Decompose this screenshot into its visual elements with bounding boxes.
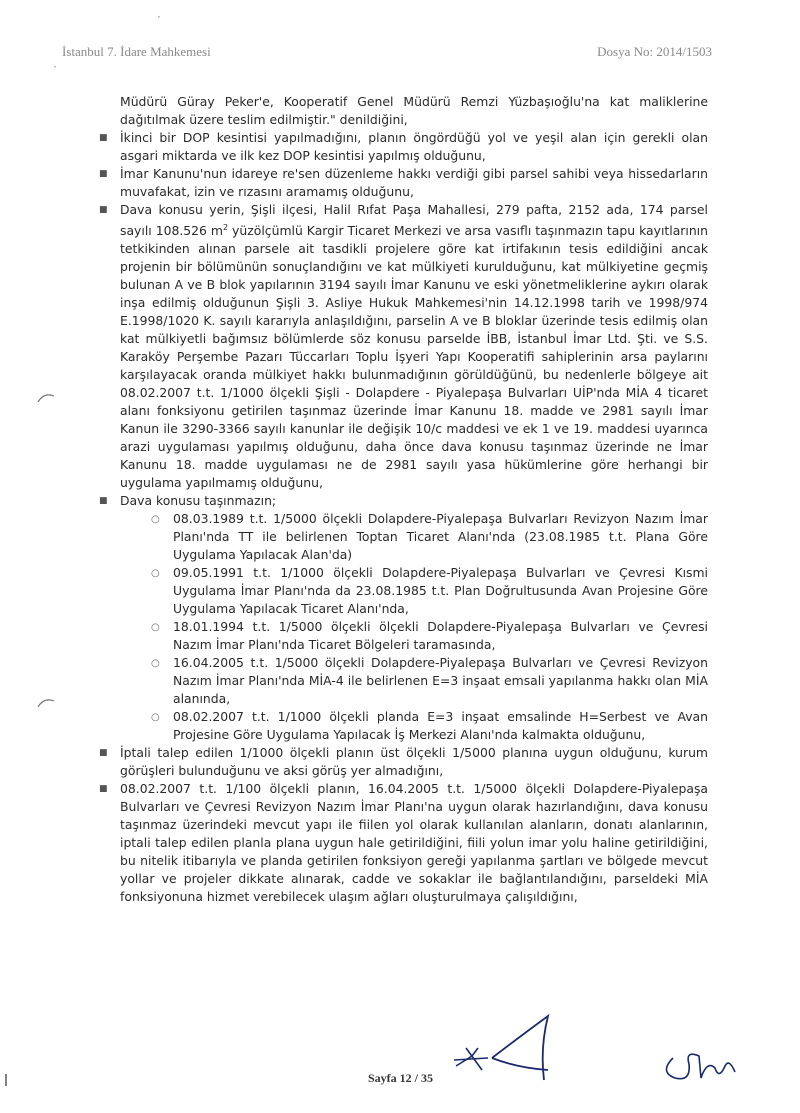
circle-bullet-icon: ○ bbox=[151, 658, 160, 670]
bullet-icon: ■ bbox=[99, 784, 108, 795]
sub-list-item: ○ 09.05.1991 t.t. 1/1000 ölçekli Dolapdere-Piyalepaşa Bulvarları ve Çevresi Kısmi Uygulama İmar Planı'nda da 23.08.1985 t.t. Plan Doğrultusunda Avan Projesine Göre Uygulama Yapılacak Ticaret Alanı'nda, bbox=[151, 565, 708, 617]
signature-initials-2 bbox=[655, 1028, 755, 1088]
bullet-icon: ■ bbox=[99, 748, 108, 759]
hole-punch-mark bbox=[36, 695, 56, 709]
scan-speck: · bbox=[157, 10, 161, 24]
page-number: Sayfa 12 / 35 bbox=[368, 1071, 434, 1085]
hole-punch-mark bbox=[36, 390, 56, 404]
sub-list-item: ○ 16.04.2005 t.t. 1/5000 ölçekli Dolapdere-Piyalepaşa Bulvarları ve Çevresi Revizyon Nazım İmar Planı'nda MİA-4 ile belirlenen E=3 inşaat emsali yapılanma hakkı olan MİA alanında, bbox=[151, 655, 708, 707]
intro-paragraph: Müdürü Güray Peker'e, Kooperatif Genel Müdürü Remzi Yüzbaşıoğlu'na kat maliklerine dağıtılmak üzere teslim edilmiştir." denildiğini, bbox=[120, 94, 708, 127]
bullet-icon: ■ bbox=[99, 133, 108, 143]
bullet-icon: ■ bbox=[99, 496, 108, 507]
circle-bullet-icon: ○ bbox=[151, 514, 160, 526]
scan-line-mark bbox=[4, 1074, 8, 1086]
area-superscript: 2 bbox=[222, 223, 229, 232]
scan-speck: · bbox=[53, 60, 57, 74]
circle-bullet-icon: ○ bbox=[151, 712, 160, 724]
list-item: ■ İmar Kanunu'nun idareye re'sen düzenleme hakkı verdiği gibi parsel sahibi veya hissedarların muvafakat, izin ve rızasını aramamış olduğunu, bbox=[99, 166, 708, 199]
court-name: İstanbul 7. İdare Mahkemesi bbox=[62, 44, 211, 59]
list-item: ■ İkinci bir DOP kesintisi yapılmadığını, planın öngördüğü yol ve yeşil alan için gerekli olan asgari miktarda ve ilk kez DOP kesintisi yapılmış olduğunu, bbox=[99, 130, 708, 163]
sub-list-item: ○ 08.02.2007 t.t. 1/1000 ölçekli planda E=3 inşaat emsalinde H=Serbest ve Avan Projesine Göre Uygulama Yapılacak İş Merkezi Alanı'nda kalmakta olduğunu, bbox=[151, 709, 708, 743]
sub-list-item: ○ 18.01.1994 t.t. 1/5000 ölçekli ölçekli Dolapdere-Piyalepaşa Bulvarları ve Çevresi Nazım İmar Planı'nda Ticaret Bölgeleri taramasında, bbox=[151, 619, 708, 653]
sub-list-item: ○ 08.03.1989 t.t. 1/5000 ölçekli Dolapdere-Piyalepaşa Bulvarları Revizyon Nazım İmar Planı'nda TT ile belirlenen Toptan Ticaret Alanı'nda (23.08.1985 t.t. Plana Göre Uygulama Yapılacak Alan'da) bbox=[151, 511, 708, 563]
circle-bullet-icon: ○ bbox=[151, 622, 160, 634]
bullet-icon: ■ bbox=[99, 205, 108, 215]
bullet-icon: ■ bbox=[99, 169, 108, 179]
signature-initials-1 bbox=[448, 1008, 598, 1088]
file-number: Dosya No: 2014/1503 bbox=[597, 44, 712, 59]
list-item: ■ Dava konusu taşınmazın; ○ 08.03.1989 t.t. 1/5000 ölçekli Dolapdere-Piyalepaşa Bulvarları Revizyon Nazım İmar Planı'nda TT ile belirlenen Toptan Ticaret Alanı'nda (23.08.1985 t.t. Plana Göre Uygulama Yapılacak Alan'da) ○ 09.05.1991 t.t. 1/1000 ölçekli Dolapdere-Piyalepaşa Bulvarları ve Çevresi Kısmi Uygulama İmar Planı'nda da 23.08.1985 t.t. Plan Doğrultusunda Avan Projesine Göre Uygulama Yapılacak Ticaret Alanı'nda, ○ 18.01.1994 t.t. 1/5000 ölçekli ölçekli Dolapdere-Piyalepaşa Bulvarları ve Çevresi Nazım İmar Planı'nda Ticaret Bölgeleri taramasında, ○ 16.04.2005 t.t. 1/5000 ölçekli Dolapdere-Piyalepaşa Bulvarları ve Çevresi Revizyon Nazım İmar Planı'nda MİA-4 ile belirlenen E=3 inşaat emsali yapılanma hakkı olan MİA alanında, ○ 08.02.2007 t.t. 1/1000 ölçekli planda E=3 inşaat emsalinde H=Serbest ve Avan Projesine Göre Uygulama Yapılacak İş Merkezi Alanı'nda kalmakta olduğunu, bbox=[99, 493, 708, 743]
list-item: ■ İptali talep edilen 1/1000 ölçekli planın üst ölçekli 1/5000 planına uygun olduğunu, kurum görüşleri bulunduğunu ve aksi görüş yer almadığını, bbox=[99, 745, 708, 779]
argument-list bbox=[99, 129, 708, 906]
circle-bullet-icon: ○ bbox=[151, 568, 160, 580]
list-item: ■ 08.02.2007 t.t. 1/100 ölçekli planın, 16.04.2005 t.t. 1/5000 ölçekli Dolapdere-Piyalepaşa Bulvarları ve Çevresi Revizyon Nazım İmar Planı'na uygun olarak hazırlandığını, dava konusu taşınmaz üzerindeki mevcut yapı ile fiilen yol olarak kullanılan alanların, donatı alanlarının, iptali talep edilen planla plana uygun hale getirildiğini, fiili yolun imar yolu haline getirildiğini, bu nitelik itibarıyla ve planda getirilen fonksiyon gereği yapılanma şartları ve bölgede mevcut yollar ve projeler dikkate alınarak, cadde ve sokaklar ile bağlantılandığını, parseldeki MİA fonksiyonuna hizmet verebilecek ulaşım ağları oluşturulmaya çalışıldığını, bbox=[99, 781, 708, 905]
plan-history-list bbox=[120, 510, 708, 744]
list-item: ■ Dava konusu yerin, Şişli ilçesi, Halil Rıfat Paşa Mahallesi, 279 pafta, 2152 ada, 174 parsel sayılı 108.526 $m^2$ yüzölçümlü Kargir Ticaret Merkezi ve arsa vasıflı taşınmazın tapu kayıtlarının tetkikinden alınan parsele ait tasdikli projelere göre kat irtifakının tesis edildiğini ancak projenin bir bölümünün sonuçlandığını ve kat mülkiyeti kurulduğunu, kat mülkiyetine geçmiş bulunan A ve B blok yapılarının 3194 sayılı İmar Kanunu ve eski yönetmeliklerine aykırı olarak inşa edilmiş olduğunun Şişli 3. Asliye Hukuk Mahkemesi'nin 14.12.1998 tarih ve 1998/974 E.1998/1020 K. sayılı kararıyla anlaşıldığını, parselin A ve B bloklar üzerinde tesis edilmiş olan kat mülkiyetli bağımsız bölümlerde söz konusu parselde İBB, İstanbul İmar Ltd. Şti. ve S.S. Karaköy Perşembe Pazarı Tüccarları Toplu İşyeri Yapı Kooperatifi sahiplerinin arsa paylarını karşılayacak oranda mülkiyet hakkı bulunmadığının görüldüğünü, bu nedenlerle bölgeye ait 08.02.2007 t.t. 1/1000 ölçekli Şişli - Dolapdere - Piyalepaşa Bulvarları UİP'nda MİA 4 ticaret alanı fonksiyonu getirilen taşınmaz üzerinde İmar Kanunu 18. madde ve 2981 sayılı İmar Kanun ile 3290-3366 sayılı kanunlar ile değişik 10/c maddesi ve ek 1 ve 19. maddesi uyarınca arazi uygulaması yapılmış olduğunu, daha önce dava konusu taşınmaz üzerinde ne İmar Kanunu 18. madde uygulaması ne de 2981 sayılı yasa hükümlerine göre herhangi bir uygulama yapılmamış olduğunu, bbox=[99, 202, 708, 491]
document-body bbox=[99, 93, 708, 906]
